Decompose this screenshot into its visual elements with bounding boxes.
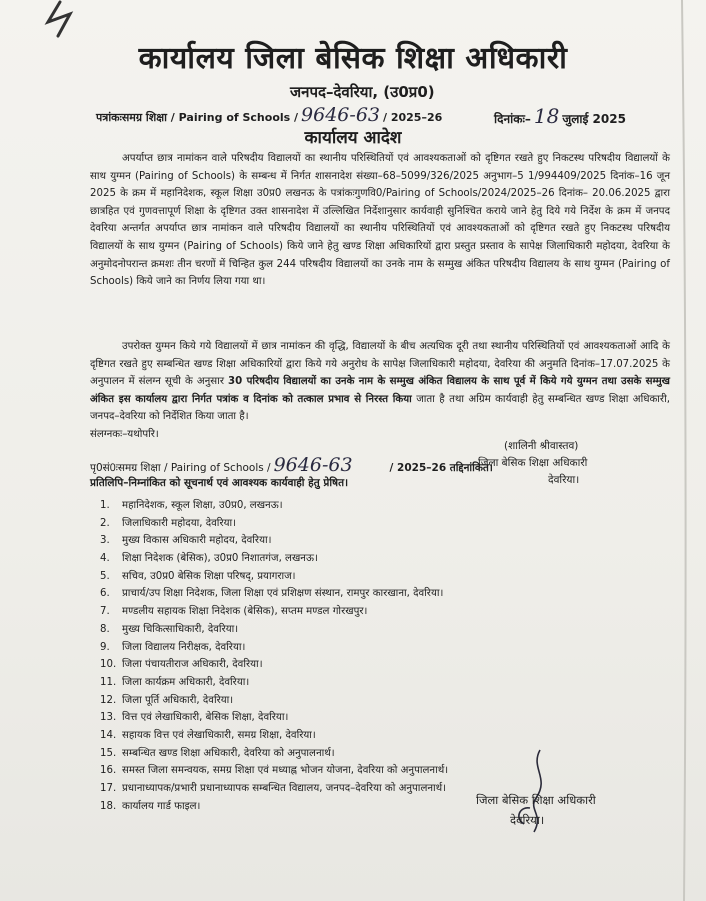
copy-recipient-item: [100, 550, 448, 568]
enclosure-note: संलग्नकः–यथोपरि।: [90, 428, 159, 440]
copy-recipient-number: 9.: [100, 641, 110, 653]
order-paragraph-1: [90, 150, 670, 291]
signatory-2-place: देवरिया।: [510, 813, 545, 827]
date-handwritten-day: 18: [533, 104, 560, 128]
copy-recipient-text: मण्डलीय सहायक शिक्षा निदेशक (बेसिक), सप्तम मण्डल गोरखपुर।: [122, 606, 368, 618]
signatory-place: देवरिया।: [548, 474, 580, 486]
copy-recipient-item: [100, 585, 448, 603]
date-label: दिनांकः–: [494, 112, 531, 126]
paragraph-2-bold-text: 30 परिषदीय विद्यालयों का उनके नाम के सम्मुख अंकित विद्यालय के साथ पूर्व में किये गये युग्मन तथा उसके सम्मुख अंकित इस कार्यालय द्वारा निर्गत पत्रांक व दिनांक को तत्काल प्रभाव से निरस्त किया: [90, 376, 671, 405]
copy-recipient-number: 4.: [100, 553, 110, 565]
copy-recipient-text: मुख्य चिकित्साधिकारी, देवरिया।: [122, 623, 239, 635]
copy-recipient-item: [100, 762, 448, 780]
copy-recipient-number: 1.: [100, 500, 110, 511]
copy-ref-prefix: पृ0सं0ःसमग्र शिक्षा / Pairing of Schools /: [90, 462, 271, 474]
copy-recipient-item: [100, 515, 448, 533]
copy-recipient-text: वित्त एवं लेखाधिकारी, बेसिक शिक्षा, देवरिया।: [122, 712, 289, 724]
copy-recipient-text: जिला कार्यक्रम अधिकारी, देवरिया।: [122, 676, 250, 688]
paragraph-1-text: अपर्याप्त छात्र नामांकन वाले परिषदीय विद्यालयों का स्थानीय परिस्थितियों एवं आवश्यकताओं को दृष्टिगत रखते हुए निकटस्थ परिषदीय विद्यालयों के साथ युग्मन (Pairing of Schools) के सम्बन्ध में निर्गत शासनादेश संख्या–68–5099/326/2025 अनुभाग–5 1/994409/2025 दिनांक–16 जून 2025 के क्रम में महानिदेशक, स्कूल शिक्षा उ0प्र0 लखनऊ के पत्रांकःगुणवि0/Pairing of Schools/2024/2025–26 दिनांक– 20.06.2025 द्वारा छात्रहित एवं गुणवत्तापूर्ण शिक्षा के दृष्टिगत उक्त शासनादेश में उल्लिखित निर्देशानुसार कार्यवाही सुनिश्चित कराये जाने हेतु दिये गये निर्देश के क्रम में जनपद देवरिया अन्तर्गत अपर्याप्त छात्र नामांकन वाले परिषदीय विद्यालयों का स्थानीय परिस्थितियों एवं आवश्यकताओं को दृष्टिगत रखते हुए निकटस्थ परिषदीय विद्यालयों के साथ युग्मन (Pairing of Schools) किये जाने हेतु खण्ड शिक्षा अधिकारियों द्वारा प्रस्तुत प्रस्ताव के सापेक्ष जिलाधिकारी महोदया, देवरिया के अनुमोदनोपरान्त क्रमशः तीन चरणों में चिन्हित कुल 244 परिषदीय विद्यालयों का उनके नाम के सम्मुख अंकित परिषदीय विद्यालय के साथ युग्मन (Pairing of Schools) किये जाने का निर्णय लिया गया था।: [90, 153, 670, 288]
copy-recipient-item: [100, 568, 448, 586]
ref-handwritten-number: 9646-63: [301, 104, 380, 126]
signatory-2-designation: जिला बेसिक शिक्षा अधिकारी: [476, 793, 596, 807]
signature-block-1: [478, 438, 638, 489]
date-month-year: जुलाई 2025: [562, 112, 626, 126]
ref-suffix: / 2025–26: [383, 111, 443, 124]
ref-prefix: पत्रांकःसमग्र शिक्षा / Pairing of Schools /: [96, 111, 299, 124]
copy-recipient-number: 13.: [100, 712, 117, 724]
copy-recipient-number: 17.: [100, 783, 117, 794]
order-paragraph-2: [90, 338, 670, 444]
copy-recipient-text: प्रधानाध्यापक/प्रभारी प्रधानाध्यापक सम्बन्धित विद्यालय, जनपद–देवरिया को अनुपालनार्थ।: [122, 783, 447, 794]
paragraph-2-closing-text: जाता है तथा अग्रिम कार्यवाही हेतु सम्बन्धित खण्ड शिक्षा अधिकारी, जनपद–देवरिया को निर्देशित किया जाता है।: [90, 393, 670, 423]
copy-ref-handwritten-number: 9646-63: [273, 454, 353, 476]
copy-recipient-text: प्राचार्य/उप शिक्षा निदेशक, जिला शिक्षा एवं प्रशिक्षण संस्थान, रामपुर कारखाना, देवरिया।: [122, 588, 444, 600]
order-title: कार्यालय आदेश: [304, 128, 402, 148]
office-title: कार्यालय जिला बेसिक शिक्षा अधिकारी: [138, 41, 568, 76]
handwritten-corner-mark: [40, 0, 100, 40]
copy-recipient-number: 11.: [100, 676, 117, 688]
copy-ref-suffix: / 2025–26 तद्दिनांकित।: [389, 462, 493, 474]
copy-recipient-item: [100, 709, 448, 727]
copy-recipient-list: [100, 497, 448, 815]
copy-recipient-number: 14.: [100, 729, 117, 741]
copy-recipient-item: [100, 497, 448, 515]
copy-recipient-item: [100, 798, 448, 816]
copy-recipient-text: महानिदेशक, स्कूल शिक्षा, उ0प्र0, लखनऊ।: [122, 500, 283, 511]
copy-recipient-number: 12.: [100, 694, 117, 706]
copy-recipient-text: सचिव, उ0प्र0 बेसिक शिक्षा परिषद्, प्रयागराज।: [122, 570, 296, 582]
copy-recipient-number: 2.: [100, 517, 110, 529]
copy-recipient-number: 15.: [100, 747, 117, 759]
copy-recipient-text: सम्बन्धित खण्ड शिक्षा अधिकारी, देवरिया को अनुपालनार्थ।: [122, 747, 335, 759]
paragraph-2-text: उपरोक्त युग्मन किये गये विद्यालयों में छात्र नामांकन की वृद्धि, विद्यालयों के बीच अत्यधिक दूरी तथा स्थानीय परिस्थितियों एवं आवश्यकताओं आदि के दृष्टिगत रखते हुए सम्बन्धित खण्ड शिक्षा अधिकारियों द्वारा किये गये अनुरोध के सापेक्ष जिलाधिकारी महोदया, देवरिया की अनुमति दिनांक–17.07.2025 के अनुपालन में संलग्न सूची के अनुसार: [90, 341, 670, 388]
copy-recipient-text: जिला पूर्ति अधिकारी, देवरिया।: [122, 694, 234, 706]
copy-recipient-item: [100, 674, 448, 692]
copy-recipient-item: [100, 639, 448, 657]
reference-line: [96, 104, 442, 126]
copy-recipient-text: मुख्य विकास अधिकारी महोदय, देवरिया।: [122, 535, 272, 547]
copy-recipient-number: 18.: [100, 800, 117, 812]
copy-recipient-text: जिला पंचायतीराज अधिकारी, देवरिया।: [122, 659, 263, 671]
copy-recipient-number: 6.: [100, 588, 110, 600]
copy-recipient-item: [100, 532, 448, 550]
copy-recipient-item: [100, 656, 448, 674]
copy-recipient-text: जिलाधिकारी महोदया, देवरिया।: [122, 517, 237, 529]
copy-recipient-item: [100, 603, 448, 621]
copy-recipient-number: 5.: [100, 570, 110, 582]
signatory-name: (शालिनी श्रीवास्तव): [504, 440, 579, 452]
copy-recipient-item: [100, 745, 448, 763]
copy-recipient-text: शिक्षा निदेशक (बेसिक), उ0प्र0 निशातगंज, लखनऊ।: [122, 553, 318, 565]
copy-heading: प्रतिलिपि–निम्नांकित को सूचनार्थ एवं आवश्यक कार्यवाही हेतु प्रेषित।: [90, 477, 349, 489]
copy-recipient-number: 8.: [100, 623, 110, 635]
copy-recipient-item: [100, 692, 448, 710]
signature-block-2: [476, 790, 646, 830]
copy-recipient-item: [100, 727, 448, 745]
copy-recipient-number: 16.: [100, 765, 117, 777]
copy-recipient-number: 10.: [100, 659, 117, 671]
copy-recipient-text: कार्यालय गार्ड फाइल।: [122, 800, 201, 812]
copy-recipient-text: समस्त जिला समन्वयक, समग्र शिक्षा एवं मध्याह्न भोजन योजना, देवरिया को अनुपालनार्थ।: [122, 765, 449, 777]
copy-recipient-text: सहायक वित्त एवं लेखाधिकारी, समग्र शिक्षा, देवरिया।: [122, 729, 316, 741]
copy-recipient-number: 7.: [100, 606, 110, 618]
copy-recipient-text: जिला विद्यालय निरीक्षक, देवरिया।: [122, 641, 246, 653]
copy-recipient-item: [100, 621, 448, 639]
copy-recipient-number: 3.: [100, 535, 110, 547]
district-line: जनपद–देवरिया, (उ0प्र0): [290, 83, 435, 101]
copy-reference-line: [90, 454, 493, 476]
signatory-designation: जिला बेसिक शिक्षा अधिकारी: [478, 457, 588, 469]
copy-recipient-item: [100, 780, 448, 798]
